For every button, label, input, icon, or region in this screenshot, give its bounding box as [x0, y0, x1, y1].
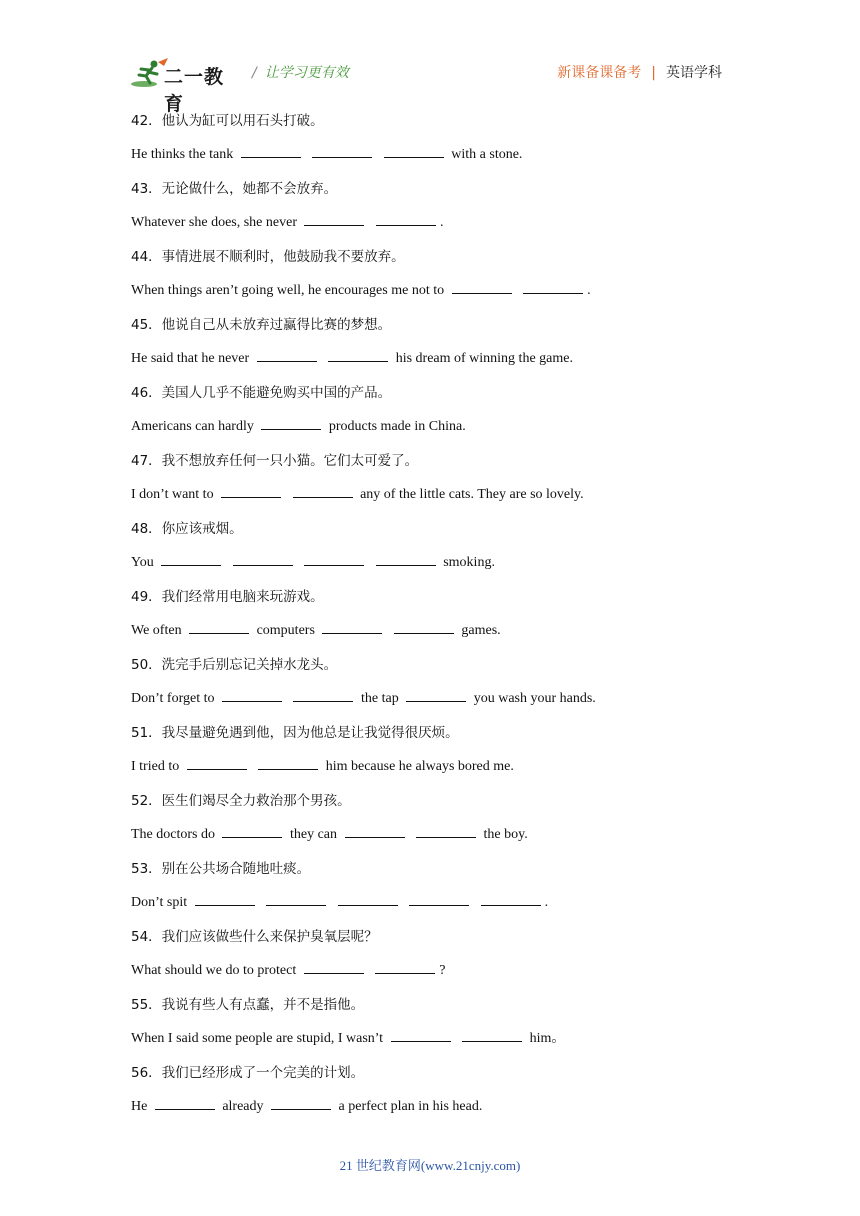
answer-blank[interactable]	[312, 143, 372, 158]
answer-blank[interactable]	[271, 1095, 331, 1110]
question-text-segment	[368, 215, 372, 230]
question-text-segment: When I said some people are stupid, I wasn’t	[131, 1031, 387, 1046]
question-english	[131, 336, 771, 382]
answer-blank[interactable]	[328, 347, 388, 362]
question-english	[131, 948, 771, 994]
question-text-segment: What should we do to protect	[131, 963, 300, 978]
question-item	[131, 382, 771, 450]
question-item	[131, 110, 771, 178]
answer-blank[interactable]	[391, 1027, 451, 1042]
page-footer: 21 世纪教育网(www.21cnjy.com)	[339, 1158, 521, 1173]
question-text-segment	[376, 147, 380, 162]
question-text-segment: We often	[131, 623, 186, 638]
slogan-text: 让学习更有效	[264, 65, 349, 81]
answer-blank[interactable]	[304, 551, 364, 566]
question-item	[131, 790, 771, 858]
answer-blank[interactable]	[221, 483, 281, 498]
question-text-segment	[455, 1031, 459, 1046]
question-text-segment: they can	[286, 827, 341, 842]
question-text-segment	[402, 895, 406, 910]
answer-blank[interactable]	[376, 551, 436, 566]
question-chinese: 46．美国人几乎不能避免购买中国的产品。	[131, 385, 392, 401]
page-header	[130, 54, 730, 115]
question-text-segment	[285, 487, 289, 502]
category-label: 新课备课备考	[557, 65, 642, 81]
question-text-segment: He thinks the tank	[131, 147, 237, 162]
question-english	[131, 540, 771, 586]
answer-blank[interactable]	[258, 755, 318, 770]
question-item	[131, 1062, 771, 1130]
question-text-segment: the boy.	[480, 827, 528, 842]
answer-blank[interactable]	[409, 891, 469, 906]
question-text-segment: He	[131, 1099, 151, 1114]
slogan	[252, 62, 349, 82]
question-item	[131, 858, 771, 926]
question-chinese: 56．我们已经形成了一个完美的计划。	[131, 1065, 365, 1081]
question-text-segment: you wash your hands.	[470, 691, 596, 706]
question-text-segment: his dream of winning the game.	[392, 351, 573, 366]
logo	[130, 58, 240, 115]
subject-label: 英语学科	[666, 65, 722, 81]
question-text-segment: a perfect plan in his head.	[335, 1099, 483, 1114]
question-text-segment: You	[131, 555, 158, 570]
question-text-segment	[321, 351, 325, 366]
question-text-segment: already	[218, 1099, 268, 1114]
question-text-segment: Whatever she does, she never	[131, 215, 301, 230]
question-text-segment: any of the little cats. They are so lovely.	[356, 487, 584, 502]
answer-blank[interactable]	[241, 143, 301, 158]
question-english	[131, 268, 771, 314]
question-list	[131, 110, 771, 1130]
answer-blank[interactable]	[195, 891, 255, 906]
question-english	[131, 404, 771, 450]
question-english	[131, 472, 771, 518]
answer-blank[interactable]	[222, 687, 282, 702]
question-text-segment: Americans can hardly	[131, 419, 258, 434]
question-text-segment	[297, 555, 301, 570]
answer-blank[interactable]	[384, 143, 444, 158]
answer-blank[interactable]	[161, 551, 221, 566]
question-text-segment	[259, 895, 263, 910]
question-text-segment: The doctors do	[131, 827, 219, 842]
question-english	[131, 812, 771, 858]
answer-blank[interactable]	[338, 891, 398, 906]
question-item	[131, 586, 771, 654]
question-chinese: 48．你应该戒烟。	[131, 521, 243, 537]
answer-blank[interactable]	[222, 823, 282, 838]
question-english	[131, 1016, 771, 1062]
question-text-segment: him because he always bored me.	[322, 759, 514, 774]
answer-blank[interactable]	[376, 211, 436, 226]
question-text-segment: smoking.	[439, 555, 495, 570]
question-chinese: 45．他说自己从未放弃过赢得比赛的梦想。	[131, 317, 392, 333]
question-item	[131, 450, 771, 518]
question-chinese: 54．我们应该做些什么来保护臭氧层呢？	[131, 929, 378, 945]
question-chinese: 51．我尽量避免遇到他，因为他总是让我觉得很厌烦。	[131, 725, 459, 741]
question-item	[131, 722, 771, 790]
question-text-segment	[286, 691, 290, 706]
question-chinese: 50．洗完手后别忘记关掉水龙头。	[131, 657, 338, 673]
question-chinese: 55．我说有些人有点蠢，并不是指他。	[131, 997, 365, 1013]
question-text-segment	[368, 963, 372, 978]
answer-blank[interactable]	[293, 483, 353, 498]
question-item	[131, 926, 771, 994]
answer-blank[interactable]	[257, 347, 317, 362]
question-text-segment: Don’t spit	[131, 895, 191, 910]
question-text-segment: I tried to	[131, 759, 183, 774]
question-text-segment: I don’t want to	[131, 487, 218, 502]
question-text-segment	[251, 759, 255, 774]
answer-blank[interactable]	[304, 211, 364, 226]
question-text-segment: with a stone.	[447, 147, 523, 162]
answer-blank[interactable]	[304, 959, 364, 974]
question-english	[131, 1084, 771, 1130]
question-text-segment: He said that he never	[131, 351, 253, 366]
question-text-segment	[330, 895, 334, 910]
answer-blank[interactable]	[187, 755, 247, 770]
question-chinese: 42．他认为缸可以用石头打破。	[131, 113, 324, 129]
answer-blank[interactable]	[462, 1027, 522, 1042]
answer-blank[interactable]	[375, 959, 435, 974]
question-chinese: 44．事情进展不顺利时，他鼓励我不要放弃。	[131, 249, 405, 265]
question-text-segment: games.	[457, 623, 501, 638]
question-text-segment: When things aren’t going well, he encourages me not to	[131, 283, 448, 298]
question-chinese: 53．别在公共场合随地吐痰。	[131, 861, 311, 877]
question-text-segment: .	[439, 215, 444, 230]
answer-blank[interactable]	[293, 687, 353, 702]
answer-blank[interactable]	[189, 619, 249, 634]
question-item	[131, 314, 771, 382]
question-text-segment: Don’t forget to	[131, 691, 218, 706]
question-text-segment	[305, 147, 309, 162]
answer-blank[interactable]	[266, 891, 326, 906]
question-english	[131, 676, 771, 722]
header-category	[557, 62, 722, 82]
question-english	[131, 200, 771, 246]
answer-blank[interactable]	[322, 619, 382, 634]
answer-blank[interactable]	[261, 415, 321, 430]
question-chinese: 47．我不想放弃任何一只小猫。它们太可爱了。	[131, 453, 419, 469]
question-item	[131, 518, 771, 586]
question-english	[131, 880, 771, 926]
answer-blank[interactable]	[155, 1095, 215, 1110]
question-english	[131, 132, 771, 178]
answer-blank[interactable]	[406, 687, 466, 702]
slogan-divider: /	[252, 65, 257, 81]
question-english	[131, 744, 771, 790]
question-item	[131, 246, 771, 314]
answer-blank[interactable]	[416, 823, 476, 838]
answer-blank[interactable]	[233, 551, 293, 566]
question-text-segment: him。	[526, 1031, 566, 1046]
question-text-segment: ?	[439, 963, 446, 978]
question-text-segment	[225, 555, 229, 570]
answer-blank[interactable]	[523, 279, 583, 294]
answer-blank[interactable]	[481, 891, 541, 906]
question-item	[131, 178, 771, 246]
question-text-segment	[516, 283, 520, 298]
question-chinese: 52．医生们竭尽全力救治那个男孩。	[131, 793, 351, 809]
answer-blank[interactable]	[394, 619, 454, 634]
answer-blank[interactable]	[452, 279, 512, 294]
question-english	[131, 608, 771, 654]
logo-text: 二一教育	[164, 66, 225, 115]
question-chinese: 43．无论做什么，她都不会放弃。	[131, 181, 338, 197]
question-text-segment: products made in China.	[325, 419, 466, 434]
question-text-segment	[386, 623, 390, 638]
answer-blank[interactable]	[345, 823, 405, 838]
question-text-segment	[368, 555, 372, 570]
question-item	[131, 994, 771, 1062]
question-chinese: 49．我们经常用电脑来玩游戏。	[131, 589, 324, 605]
header-separator: |	[651, 65, 656, 81]
question-text-segment: the tap	[357, 691, 403, 706]
question-text-segment	[409, 827, 413, 842]
question-text-segment: .	[544, 895, 549, 910]
question-text-segment: computers	[253, 623, 319, 638]
question-item	[131, 654, 771, 722]
question-text-segment: .	[587, 283, 591, 298]
question-text-segment	[473, 895, 477, 910]
